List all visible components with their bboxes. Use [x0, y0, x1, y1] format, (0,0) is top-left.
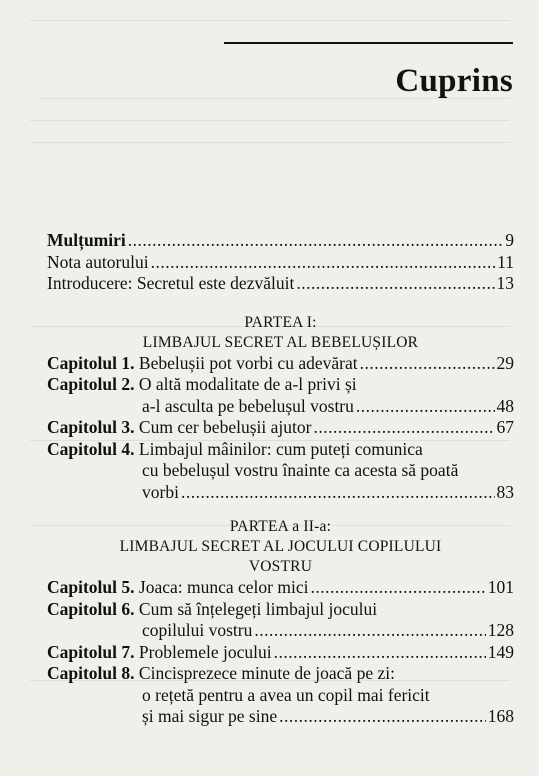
toc-entry-label: Mulțumiri: [47, 230, 126, 250]
toc-page-number: 128: [487, 620, 514, 640]
chapter-title: copilului vostru: [142, 620, 253, 640]
chapter-prefix: Capitolul 4.: [47, 438, 135, 459]
toc-entry-acknowledgements: [47, 230, 514, 252]
chapter-prefix: Capitolul 8.: [47, 663, 135, 683]
part2-subtitle: LIMBAJUL SECRET AL JOCULUI COPILULUI: [119, 538, 442, 555]
header-rule: [224, 42, 513, 44]
chapter-title: Limbajul mâinilor: cum puteți comunica: [138, 438, 423, 459]
toc-chapter-4: [47, 439, 514, 461]
chapter-prefix: Capitolul 7.: [47, 641, 135, 662]
chapter-title: Cum cer bebelușii ajutor: [138, 417, 312, 437]
toc-chapter-6-cont: [47, 620, 514, 642]
part2-heading: PARTEA a II-a:: [229, 518, 332, 535]
chapter-title: a-l asculta pe bebelușul vostru: [142, 395, 354, 416]
toc-chapter-4-cont: [47, 460, 514, 482]
chapter-title: Joaca: munca celor mici: [138, 577, 309, 597]
chapter-title: vorbi: [142, 481, 179, 502]
toc-chapter-7: [47, 642, 514, 664]
leader-dots: [181, 482, 495, 504]
leader-dots: [296, 273, 494, 295]
page-title: Cuprins: [395, 63, 513, 99]
toc-entry-author-note: [47, 252, 514, 274]
part1-subtitle: LIMBAJUL SECRET AL BEBELUȘILOR: [142, 333, 419, 351]
toc-page-number: 13: [496, 273, 514, 293]
chapter-prefix: Capitolul 3.: [47, 417, 135, 437]
chapter-prefix: Capitolul 6.: [47, 598, 135, 619]
toc-page-number: 101: [487, 577, 514, 597]
leader-dots: [279, 706, 486, 728]
chapter-title: și mai sigur pe sine: [142, 706, 278, 726]
toc-chapter-5: [47, 577, 514, 599]
leader-dots: [274, 642, 486, 664]
toc-chapter-2-cont: [47, 396, 514, 418]
chapter-title: Cincisprezece minute de joacă pe zi:: [138, 663, 395, 683]
leader-dots: [151, 252, 496, 274]
toc-page-number: 11: [497, 251, 514, 272]
toc-page-number: 29: [496, 352, 514, 373]
toc-page-number: 149: [487, 641, 514, 662]
toc-chapter-8: [47, 663, 514, 685]
chapter-prefix: Capitolul 2.: [47, 374, 135, 394]
toc-chapter-8-cont: [47, 685, 514, 707]
leader-dots: [254, 620, 485, 642]
chapter-prefix: Capitolul 5.: [47, 577, 135, 597]
toc-chapter-3: [47, 417, 514, 439]
chapter-title: Problemele jocului: [138, 641, 272, 662]
chapter-title: cu bebelușul vostru înainte ca acesta să poată: [142, 460, 459, 480]
leader-dots: [356, 396, 495, 418]
toc-chapter-4-cont2: [47, 482, 514, 504]
leader-dots: [310, 577, 485, 599]
chapter-title: Bebelușii pot vorbi cu adevărat: [138, 352, 358, 373]
chapter-prefix: Capitolul 1.: [47, 352, 135, 373]
leader-dots: [313, 417, 494, 439]
toc-chapter-1: [47, 353, 514, 375]
toc-chapter-2: [47, 374, 514, 396]
toc-entry-label: Introducere: Secretul este dezvăluit: [47, 273, 295, 293]
toc-entry-label: Nota autorului: [47, 251, 149, 272]
leader-dots: [128, 230, 504, 252]
toc-page-number: 168: [487, 706, 514, 726]
toc-page-number: 48: [496, 395, 514, 416]
toc-chapter-6: [47, 599, 514, 621]
part2-subtitle-cont: VOSTRU: [248, 558, 313, 575]
chapter-title: o rețetă pentru a avea un copil mai fericit: [142, 684, 430, 705]
chapter-title: Cum să înțelegeți limbajul jocului: [138, 598, 378, 619]
toc-page-number: 83: [496, 481, 514, 502]
toc-entry-introduction: [47, 273, 514, 295]
part1-heading: PARTEA I:: [244, 313, 317, 331]
toc-page-number: 9: [505, 230, 514, 250]
toc-chapter-8-cont2: [47, 706, 514, 728]
leader-dots: [360, 353, 495, 375]
table-of-contents: [47, 230, 514, 728]
toc-page-number: 67: [496, 417, 514, 437]
chapter-title: O altă modalitate de a-l privi și: [138, 374, 357, 394]
